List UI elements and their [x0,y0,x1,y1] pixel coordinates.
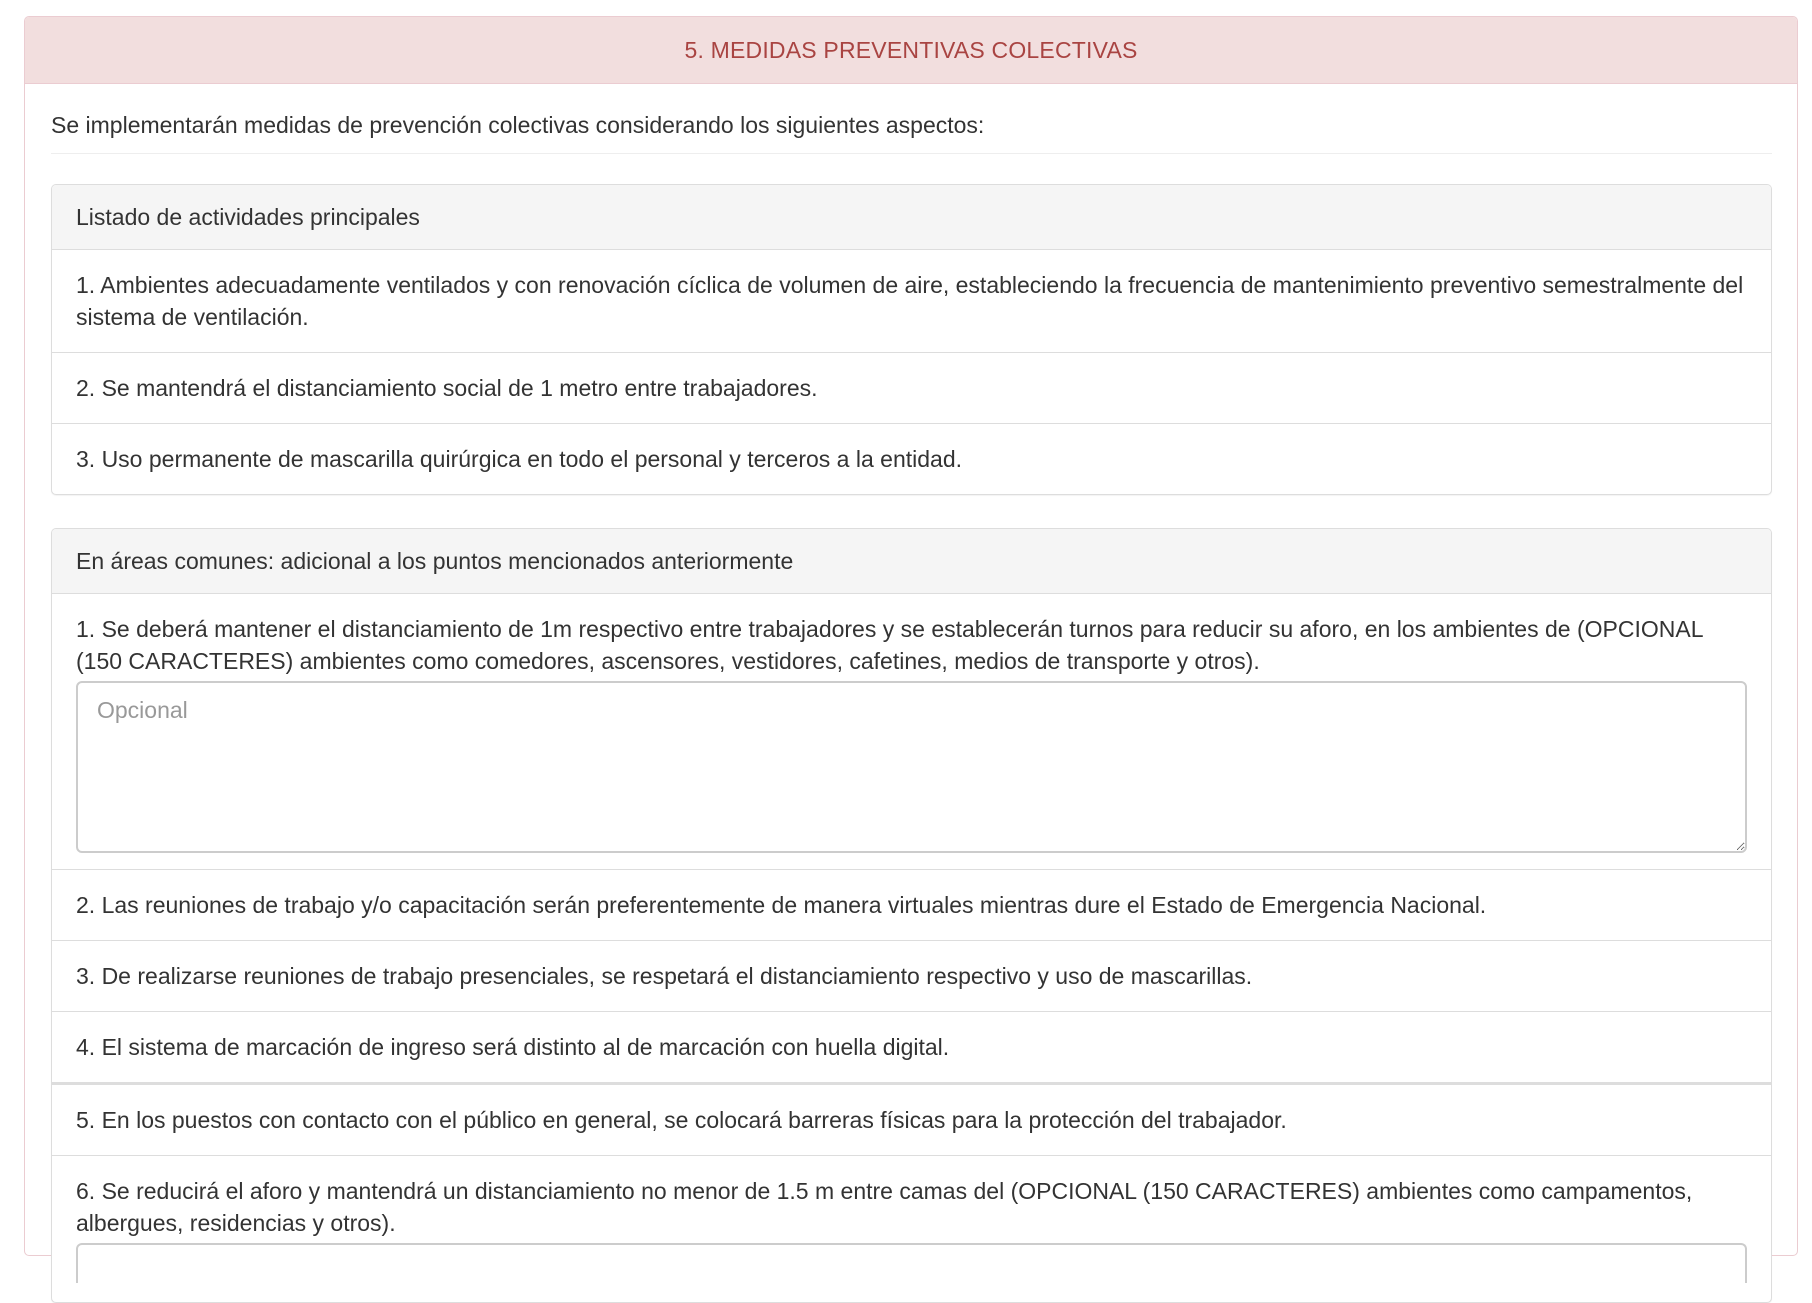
optional-textarea-1[interactable] [76,681,1747,853]
common-areas-panel [51,528,1772,1303]
preventive-measures-panel [24,16,1798,1256]
optional-field-wrapper [76,681,1747,853]
common-area-item-6 [52,1156,1771,1302]
common-area-item-4: 4. El sistema de marcación de ingreso será distinto al de marcación con huella digital. [52,1012,1771,1083]
activity-item-2: 2. Se mantendrá el distanciamiento social de 1 metro entre trabajadores. [52,353,1771,424]
common-area-item-3: 3. De realizarse reuniones de trabajo presenciales, se respetará el distanciamiento respectivo y uso de mascarillas. [52,941,1771,1012]
common-area-item-1-text: 1. Se deberá mantener el distanciamiento de 1m respectivo entre trabajadores y se establecerán turnos para reducir su aforo, en los ambientes de (OPCIONAL (150 CARACTERES) ambientes como comedores, ascensores, vestidores, cafetines, medios de transporte y otros). [76,616,1703,674]
common-area-item-6-text: 6. Se reducirá el aforo y mantendrá un distanciamiento no menor de 1.5 m entre camas del (OPCIONAL (150 CARACTERES) ambientes como campamentos, albergues, residencias y otros). [76,1178,1693,1236]
common-area-item-2: 2. Las reuniones de trabajo y/o capacitación serán preferentemente de manera virtuales mientras dure el Estado de Emergencia Nacional. [52,870,1771,941]
common-area-item-1 [52,594,1771,870]
activities-panel [51,184,1772,495]
activities-panel-heading: Listado de actividades principales [52,185,1771,250]
common-area-item-5: 5. En los puestos con contacto con el público en general, se colocará barreras físicas para la protección del trabajador. [52,1083,1771,1156]
section-title: 5. MEDIDAS PREVENTIVAS COLECTIVAS [25,17,1797,84]
activity-item-3: 3. Uso permanente de mascarilla quirúrgica en todo el personal y terceros a la entidad. [76,446,962,472]
section-intro: Se implementarán medidas de prevención colectivas considerando los siguientes aspectos: [51,84,1772,154]
section-body [25,84,1797,1303]
optional-textarea-2[interactable] [76,1243,1747,1283]
activity-item-1: 1. Ambientes adecuadamente ventilados y con renovación cíclica de volumen de aire, estableciendo la frecuencia de mantenimiento preventivo semestralmente del sistema de ventilación. [52,250,1771,353]
common-areas-panel-heading: En áreas comunes: adicional a los puntos mencionados anteriormente [52,529,1771,594]
